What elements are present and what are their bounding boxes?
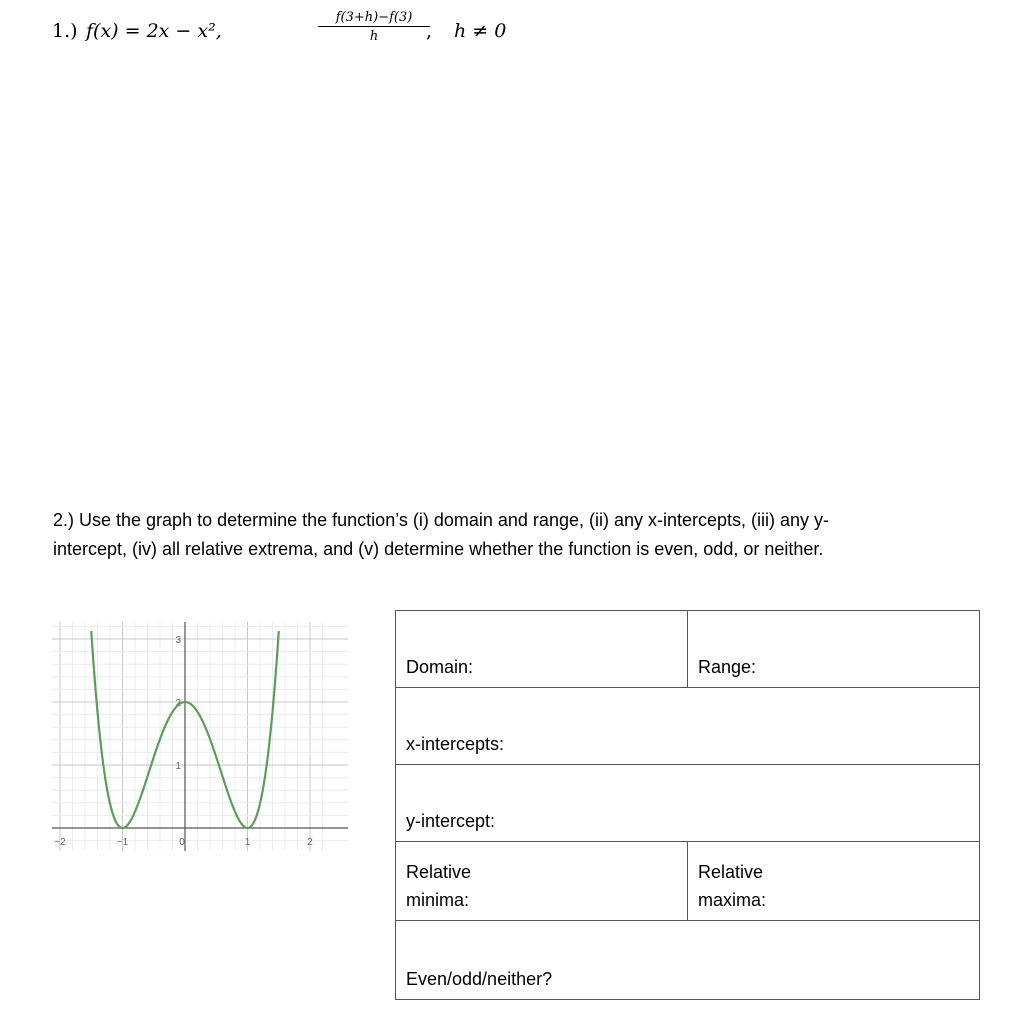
relative-minima-label-2: minima: — [406, 890, 470, 910]
relative-maxima-label-1: Relative — [698, 862, 764, 882]
relative-maxima-cell[interactable] — [688, 842, 980, 921]
x-tick-label: 0 — [179, 837, 185, 848]
instruction-line-1: 2.) Use the graph to determine the function’s (i) domain and range, (ii) any x-intercepts, (iii) any y- — [53, 510, 830, 530]
x-tick-label: 2 — [307, 837, 313, 848]
difference-quotient — [318, 10, 433, 44]
relative-maxima-label-2: maxima: — [698, 890, 767, 910]
domain-cell[interactable] — [396, 611, 688, 688]
condition: h ≠ 0 — [454, 20, 507, 42]
even-odd-label: Even/odd/neither? — [406, 969, 553, 989]
problem-1-number: 1.) — [52, 20, 78, 42]
x-intercepts-cell[interactable] — [396, 688, 980, 765]
function-graph — [50, 620, 350, 855]
relative-minima-cell[interactable] — [396, 842, 688, 921]
x-tick-label: 1 — [244, 837, 251, 848]
instruction-line-2: intercept, (iv) all relative extrema, and (v) determine whether the function is even, odd, or neither. — [53, 539, 824, 559]
problem-2-instructions — [53, 506, 983, 564]
y-tick-label: 3 — [175, 635, 181, 646]
y-intercept-cell[interactable] — [396, 765, 980, 842]
problem-1 — [52, 6, 652, 58]
range-cell[interactable] — [688, 611, 980, 688]
fraction-denominator: h — [369, 29, 379, 44]
relative-minima-label-1: Relative — [406, 862, 472, 882]
y-tick-label: 1 — [175, 761, 181, 772]
y-intercept-label: y-intercept: — [406, 811, 496, 831]
function-definition: f(x) = 2x − x², — [86, 20, 222, 42]
even-odd-cell[interactable] — [396, 921, 980, 1000]
x-tick-label: −1 — [116, 837, 129, 848]
range-label: Range: — [698, 657, 757, 677]
fraction-numerator: f(3+h)−f(3) — [318, 10, 430, 27]
x-intercepts-label: x-intercepts: — [406, 734, 505, 754]
separator-comma: , — [426, 20, 433, 42]
y-tick-label: 2 — [175, 698, 181, 709]
domain-label: Domain: — [406, 657, 474, 677]
answer-table — [395, 610, 980, 1000]
x-tick-label: −2 — [54, 837, 66, 848]
